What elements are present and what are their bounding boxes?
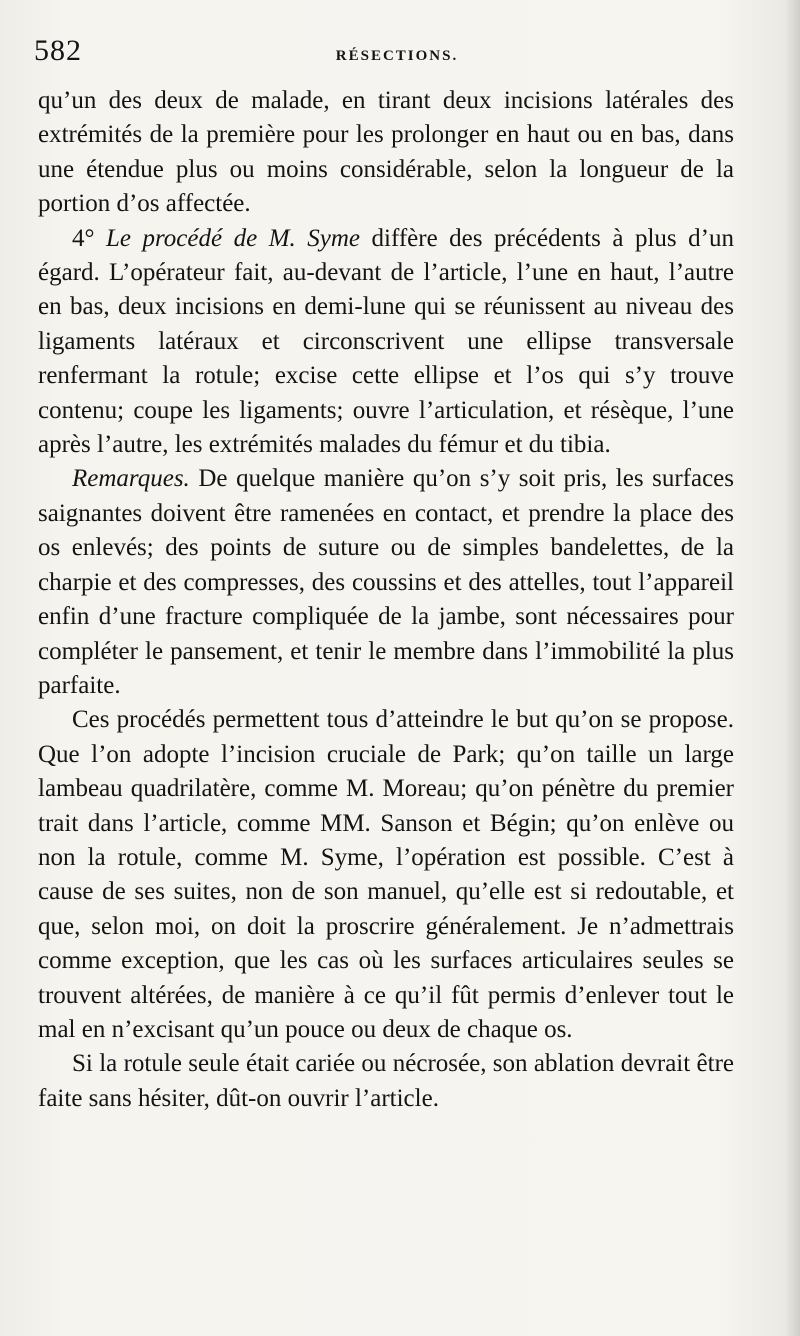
paragraph-syme-procedure (38, 222, 734, 463)
paragraph-continuation: qu’un des deux de malade, en tirant deux incisions latérales des extrémités de la première pour les prolonger en haut ou en bas, dans une étendue plus ou moins considérable, selon la longueur de la portion d’os affectée. (38, 87, 734, 218)
paragraph-rotule: Si la rotule seule était cariée ou nécrosée, son ablation devrait être faite sans hésiter, dût-on ouvrir l’article. (38, 1050, 734, 1112)
page-header (34, 34, 760, 74)
paragraph-remarques (38, 462, 734, 703)
paragraph-number: 4° (72, 224, 106, 252)
body-text (38, 84, 734, 1116)
running-head: RÉSECTIONS. (335, 48, 459, 64)
paragraph-procedes: Ces procédés permettent tous d’atteindre le but qu’on se propose. Que l’on adopte l’incision cruciale de Park; qu’on taille un large lambeau quadrilatère, comme M. Moreau; qu’on pénètre du premier trait dans l’article, comme MM. Sanson et Bégin; qu’on enlève ou non la rotule, comme M. Syme, l’opération est possible. C’est à cause de ses suites, non de son manuel, qu’elle est si redoutable, et que, selon moi, on doit la proscrire généralement. Je n’admettrais comme exception, que les cas où les surfaces articulaires seules se trouvent altérées, de manière à ce qu’il fût permis d’enlever tout le mal en n’excisant qu’un pouce ou deux de chaque os. (38, 706, 734, 1043)
paragraph-body: De quelque manière qu’on s’y soit pris, les surfaces saignantes doivent être ramenées en contact, et prendre la place des os enlevés; des points de suture ou de simples bandelettes, de la charpie et des compresses, des coussins et des attelles, tout l’appareil enfin d’une fracture compliquée de la jambe, sont nécessaires pour compléter le pansement, et tenir le membre dans l’immobilité la plus parfaite. (38, 465, 734, 699)
page-edge-shadow (786, 0, 800, 1336)
page-number: 582 (34, 34, 82, 67)
paragraph-body: diffère des précédents à plus d’un égard. L’opérateur fait, au-devant de l’article, l’une en haut, l’autre en bas, deux incisions en demi-lune qui se réunissent au niveau des ligaments latéraux et circonscrivent une ellipse transversale renfermant la rotule; excise cette ellipse et l’os qui s’y trouve contenu; coupe les ligaments; ouvre l’articulation, et résèque, l’une après l’autre, les extrémités malades du fémur et du tibia. (38, 224, 734, 459)
procedure-heading: Le procédé de M. Syme (106, 224, 361, 252)
remarques-heading: Remarques. (72, 465, 190, 493)
